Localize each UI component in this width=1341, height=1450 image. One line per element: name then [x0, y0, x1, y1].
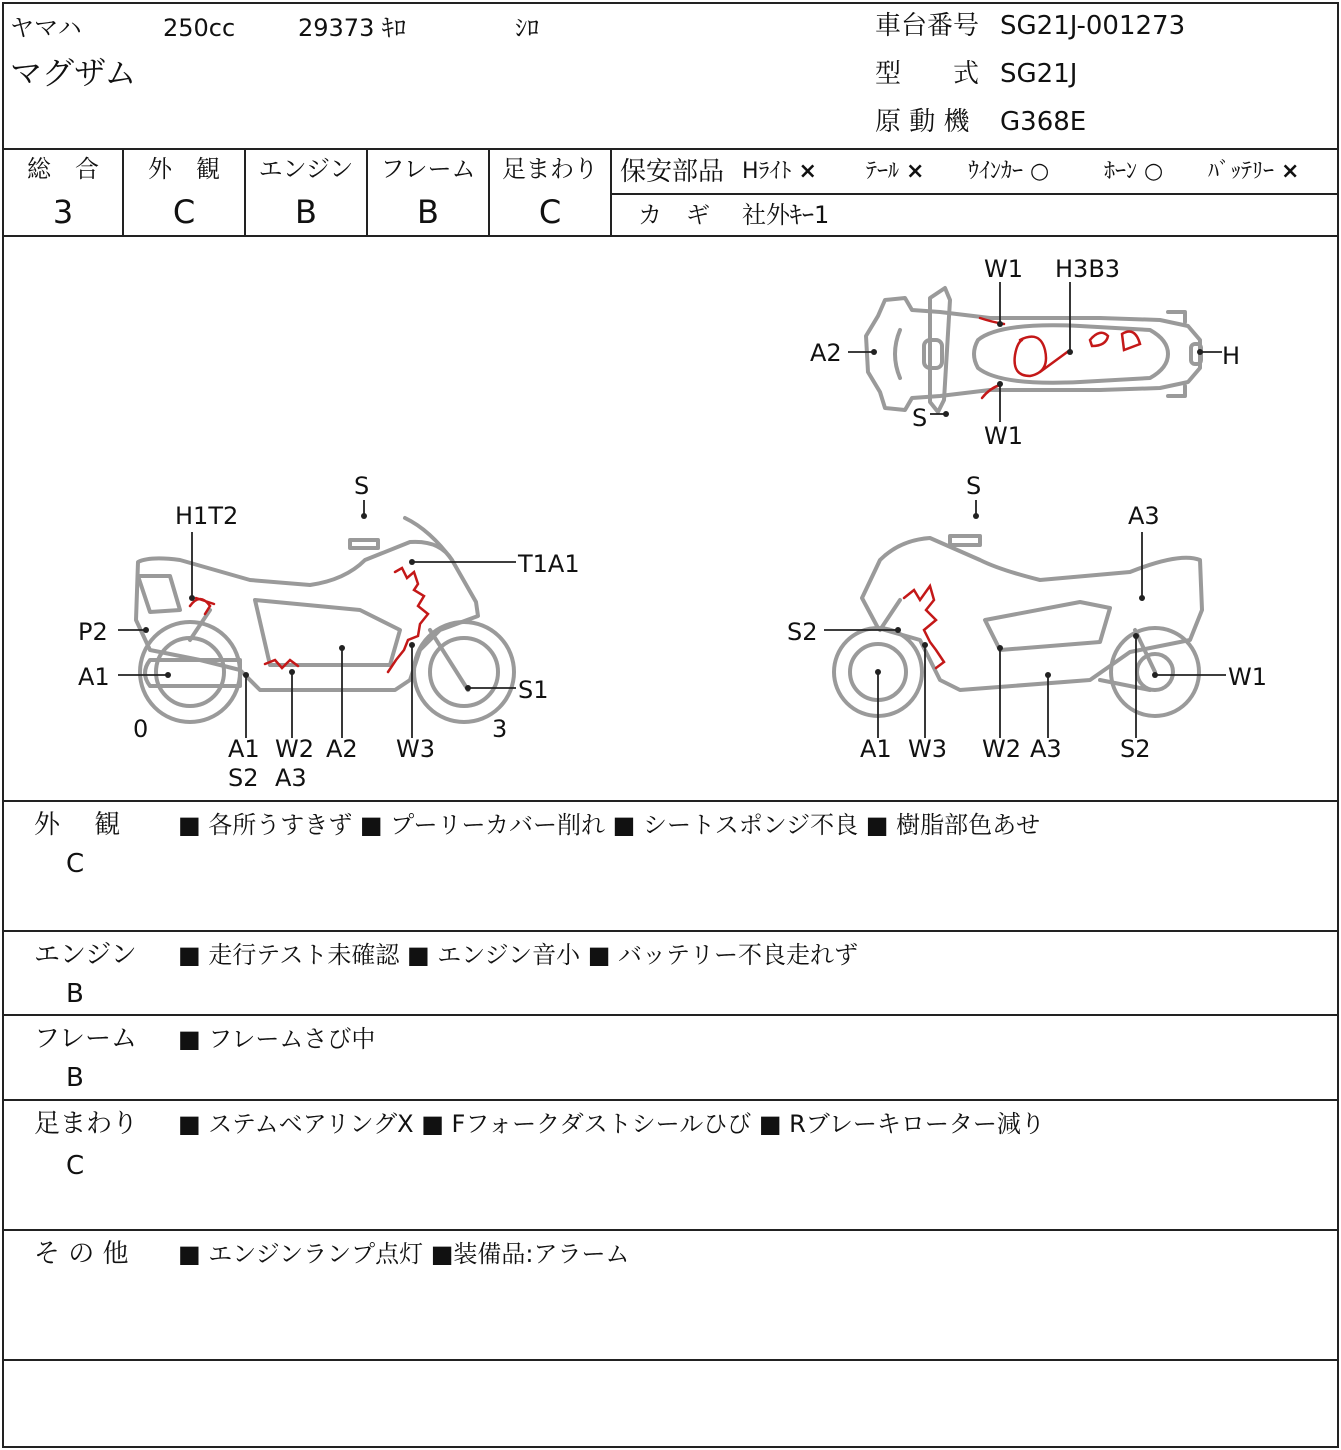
grade-label-overall: 総 合 — [27, 155, 99, 183]
label-top-w1: W1 — [984, 255, 1023, 283]
label-left-s2-bottom: S2 — [228, 764, 259, 792]
label-left-a2: A2 — [326, 735, 358, 763]
grade-label-exterior: 外 観 — [148, 155, 220, 183]
divider-note2 — [2, 1014, 1339, 1016]
note-label-suspension: 足まわり — [34, 1109, 139, 1139]
note-text-other: ■ エンジンランプ点灯 ■装備品:アラーム — [178, 1240, 630, 1268]
safety-item-headlight: Hﾗｲﾄ × — [742, 159, 817, 184]
safety-item-winker: ｳｲﾝｶｰ ○ — [968, 159, 1050, 184]
border-bottom — [2, 1446, 1339, 1448]
note-grade-suspension: C — [66, 1151, 85, 1181]
label-top-w1-bottom: W1 — [984, 422, 1023, 450]
label-left-s1: S1 — [518, 676, 549, 704]
grade-value-engine: B — [295, 193, 317, 231]
status-ok-icon: ○ — [1144, 159, 1164, 184]
grade-label-engine: エンジン — [258, 155, 354, 183]
note-text-suspension: ■ ステムベアリングX ■ Fフォークダストシールひび ■ Rブレーキローター減り — [178, 1110, 1045, 1138]
note-text-engine: ■ 走行テスト未確認 ■ エンジン音小 ■ バッテリー不良走れず — [178, 941, 859, 969]
grade-value-suspension: C — [538, 193, 562, 231]
divider-note3 — [2, 1099, 1339, 1101]
label-left-p2: P2 — [78, 618, 108, 646]
safety-item-tail: ﾃｰﾙ × — [866, 159, 925, 184]
scooter-right-view — [834, 536, 1202, 716]
label-left-0: 0 — [133, 715, 149, 743]
label-top-h: H — [1222, 342, 1241, 370]
label-left-s: S — [354, 472, 370, 500]
status-ok-icon: ○ — [1030, 159, 1050, 184]
label-right-w3: W3 — [908, 735, 947, 763]
color: ｼﾛ — [515, 14, 539, 42]
note-text-frame: ■ フレームさび中 — [178, 1025, 376, 1053]
note-label-engine: エンジン — [34, 940, 137, 970]
note-grade-engine: B — [66, 979, 84, 1009]
safety-item-battery: ﾊﾞｯﾃﾘｰ × — [1208, 159, 1300, 184]
divider-note1 — [2, 930, 1339, 932]
note-text-exterior: ■ 各所うすきず ■ プーリーカバー削れ ■ シートスポンジ不良 ■ 樹脂部色あせ — [178, 811, 1041, 839]
label-right-a3: A3 — [1030, 735, 1062, 763]
label-right-w1: W1 — [1228, 663, 1267, 691]
label-left-t1a1: T1A1 — [518, 550, 580, 578]
type-label: 型 式 — [875, 59, 980, 89]
label-top-s: S — [912, 404, 928, 432]
leader-dots — [143, 321, 1203, 691]
note-grade-exterior: C — [66, 849, 85, 879]
scooter-top-view — [866, 288, 1201, 412]
grade-value-overall: 3 — [52, 193, 74, 231]
label-left-a3: A3 — [275, 764, 307, 792]
label-right-s2: S2 — [1120, 735, 1151, 763]
safety-item-horn: ﾎｰﾝ ○ — [1104, 159, 1164, 184]
grade-value-exterior: C — [172, 193, 196, 231]
label-right-a3-top: A3 — [1128, 502, 1160, 530]
note-label-other: そ の 他 — [34, 1239, 129, 1269]
safety-label: 保安部品 — [620, 157, 725, 187]
key-value: 社外ｷｰ1 — [742, 201, 830, 229]
engine-value: G368E — [1000, 107, 1087, 137]
status-x-icon: × — [798, 159, 817, 184]
grade-label-suspension: 足まわり — [502, 155, 598, 183]
note-label-frame: フレーム — [34, 1024, 137, 1054]
maker: ヤマハ — [10, 14, 82, 42]
grade-value-frame: B — [417, 193, 439, 231]
status-x-icon: × — [906, 159, 925, 184]
label-right-w2: W2 — [982, 735, 1021, 763]
label-right-s2-left: S2 — [787, 618, 818, 646]
label-right-a1: A1 — [860, 735, 892, 763]
divider-diagram — [2, 800, 1339, 802]
label-top-a2: A2 — [810, 339, 842, 367]
displacement: 250cc — [163, 14, 236, 42]
grade-label-frame: フレーム — [380, 155, 476, 183]
label-top-h3b3: H3B3 — [1055, 255, 1121, 283]
frame-label: 車台番号 — [875, 11, 980, 41]
status-x-icon: × — [1281, 159, 1300, 184]
model-name: マグザム — [10, 54, 137, 92]
divider-note5 — [2, 1359, 1339, 1361]
divider-note4 — [2, 1229, 1339, 1231]
label-left-w2: W2 — [275, 735, 314, 763]
label-left-a1: A1 — [78, 663, 110, 691]
frame-number: SG21J-001273 — [1000, 11, 1186, 41]
key-label: カ ギ — [638, 201, 710, 229]
note-grade-frame: B — [66, 1063, 84, 1093]
label-left-w3: W3 — [396, 735, 435, 763]
label-right-s: S — [966, 472, 982, 500]
leader-lines — [118, 282, 1226, 738]
label-left-3: 3 — [492, 715, 508, 743]
label-left-a1-bottom: A1 — [228, 735, 260, 763]
note-label-exterior: 外 観 — [34, 810, 121, 840]
type-value: SG21J — [1000, 59, 1078, 89]
engine-label: 原 動 機 — [875, 107, 970, 137]
label-left-h1t2: H1T2 — [175, 502, 239, 530]
mileage: 29373 ｷﾛ — [298, 14, 406, 42]
